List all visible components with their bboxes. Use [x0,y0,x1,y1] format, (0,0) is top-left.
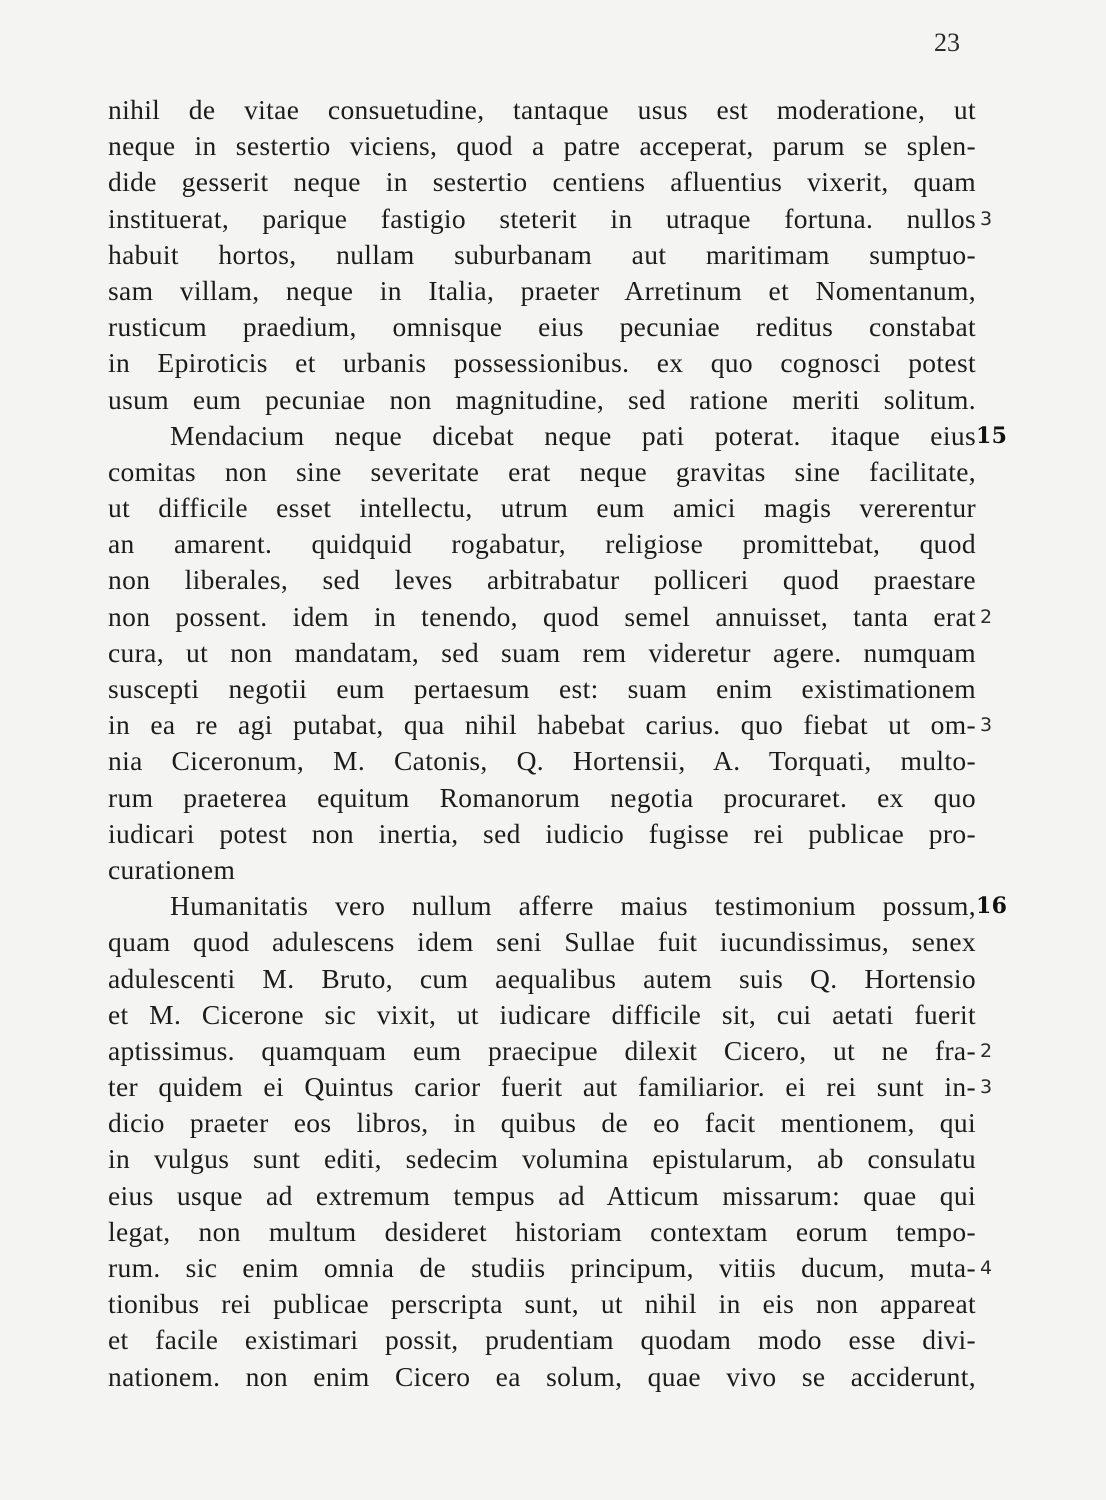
text-line [108,1178,976,1214]
line-text: Humanitatis vero nullum afferre maius testimonium possum, [170,890,976,922]
line-text: in ea re agi putabat, qua nihil habebat carius. quo fiebat ut om- [108,709,976,741]
section-number: 3 [980,1076,993,1099]
text-line [108,201,993,237]
line-text: rusticum praedium, omnisque eius pecuniae reditus constabat [108,311,976,343]
section-number: 2 [980,605,993,628]
text-line [108,888,1008,924]
text-line [108,599,993,635]
text-line [108,418,1008,454]
line-text: ter quidem ei Quintus carior fuerit aut familiarior. ei rei sunt in- [108,1071,976,1103]
text-line [108,1250,993,1286]
line-text: quam quod adulescens idem seni Sullae fuit iucundissimus, senex [108,926,976,958]
line-text: habuit hortos, nullam suburbanam aut maritimam sumptuo- [108,238,976,270]
text-line [108,92,976,128]
text-line [108,454,976,490]
text-line [108,164,976,200]
section-number: 2 [980,1039,993,1062]
line-text: iudicari potest non inertia, sed iudicio fugisse rei publicae pro- [108,817,976,849]
line-text: in vulgus sunt editi, sedecim volumina epistularum, ab consulatu [108,1143,976,1175]
line-text: eius usque ad extremum tempus ad Atticum missarum: quae qui [108,1179,976,1211]
line-text: nia Ciceronum, M. Catonis, Q. Hortensii, A. Torquati, multo- [108,745,976,777]
text-line [108,852,976,888]
text-line [108,1214,976,1250]
text-line [108,128,976,164]
text-line [108,309,976,345]
chapter-number: 16 [976,893,1008,920]
line-text: an amarent. quidquid rogabatur, religiose promittebat, quod [108,528,976,560]
chapter-number: 15 [976,422,1008,449]
text-line [108,707,993,743]
line-text: tionibus rei publicae perscripta sunt, ut nihil in eis non appareat [108,1288,976,1320]
line-text: adulescenti M. Bruto, cum aequalibus autem suis Q. Hortensio [108,962,976,994]
text-line [108,1069,993,1105]
text-line [108,562,976,598]
line-text: et M. Cicerone sic vixit, ut iudicare difficile sit, cui aetati fuerit [108,998,976,1030]
text-line [108,490,976,526]
line-text: sam villam, neque in Italia, praeter Arretinum et Nomentanum, [108,274,976,306]
text-line [108,924,976,960]
text-line [108,382,976,418]
line-text: aptissimus. quamquam eum praecipue dilexit Cicero, ut ne fra- [108,1034,976,1066]
text-line [108,1359,976,1395]
text-line [108,1141,976,1177]
section-number: 4 [980,1257,993,1279]
text-line [108,273,976,309]
line-text: curationem [108,853,236,885]
text-line [108,671,976,707]
line-text: neque in sestertio viciens, quod a patre acceperat, parum se splen- [108,130,976,162]
text-line [108,1286,976,1322]
line-text: suscepti negotii eum pertaesum est: suam enim existimationem [108,673,976,704]
line-text: ut difficile esset intellectu, utrum eum amici magis vererentur [108,492,976,524]
page-number: 23 [934,28,960,57]
line-text: rum. sic enim omnia de studiis principum, vitiis ducum, muta- [108,1252,976,1283]
section-number: 3 [980,714,993,737]
line-text: non possent. idem in tenendo, quod semel annuisset, tanta erat [108,600,976,632]
text-line [108,345,976,381]
text-line [108,526,976,562]
text-line [108,1033,993,1069]
line-text: nihil de vitae consuetudine, tantaque usus est moderatione, ut [108,94,976,125]
text-line [108,816,976,852]
text-line [108,237,976,273]
text-line [108,961,976,997]
line-text: nationem. non enim Cicero ea solum, quae vivo se acciderunt, [108,1360,976,1392]
line-text: dide gesserit neque in sestertio centiens afluentius vixerit, quam [108,166,976,198]
text-line [108,1105,976,1141]
body-text [108,92,1008,1395]
line-text: comitas non sine severitate erat neque gravitas sine facilitate, [108,455,976,487]
line-text: in Epiroticis et urbanis possessionibus. ex quo cognosci potest [108,347,976,379]
text-line [108,743,976,779]
line-text: instituerat, parique fastigio steterit in utraque fortuna. nullos [108,202,976,234]
line-text: et facile existimari possit, prudentiam quodam modo esse divi- [108,1324,976,1356]
text-line [108,1322,976,1358]
text-line [108,780,976,816]
line-text: usum eum pecuniae non magnitudine, sed ratione meriti solitum. [108,383,976,415]
line-text: Mendacium neque dicebat neque pati poterat. itaque eius [170,419,976,451]
line-text: cura, ut non mandatam, sed suam rem videretur agere. numquam [108,636,976,668]
section-number: 3 [980,207,993,230]
line-text: legat, non multum desideret historiam contextam eorum tempo- [108,1215,976,1247]
text-line [108,635,976,671]
line-text: rum praeterea equitum Romanorum negotia procuraret. ex quo [108,781,976,813]
line-text: dicio praeter eos libros, in quibus de eo facit mentionem, qui [108,1107,976,1139]
text-line [108,997,976,1033]
line-text: non liberales, sed leves arbitrabatur polliceri quod praestare [108,564,976,596]
